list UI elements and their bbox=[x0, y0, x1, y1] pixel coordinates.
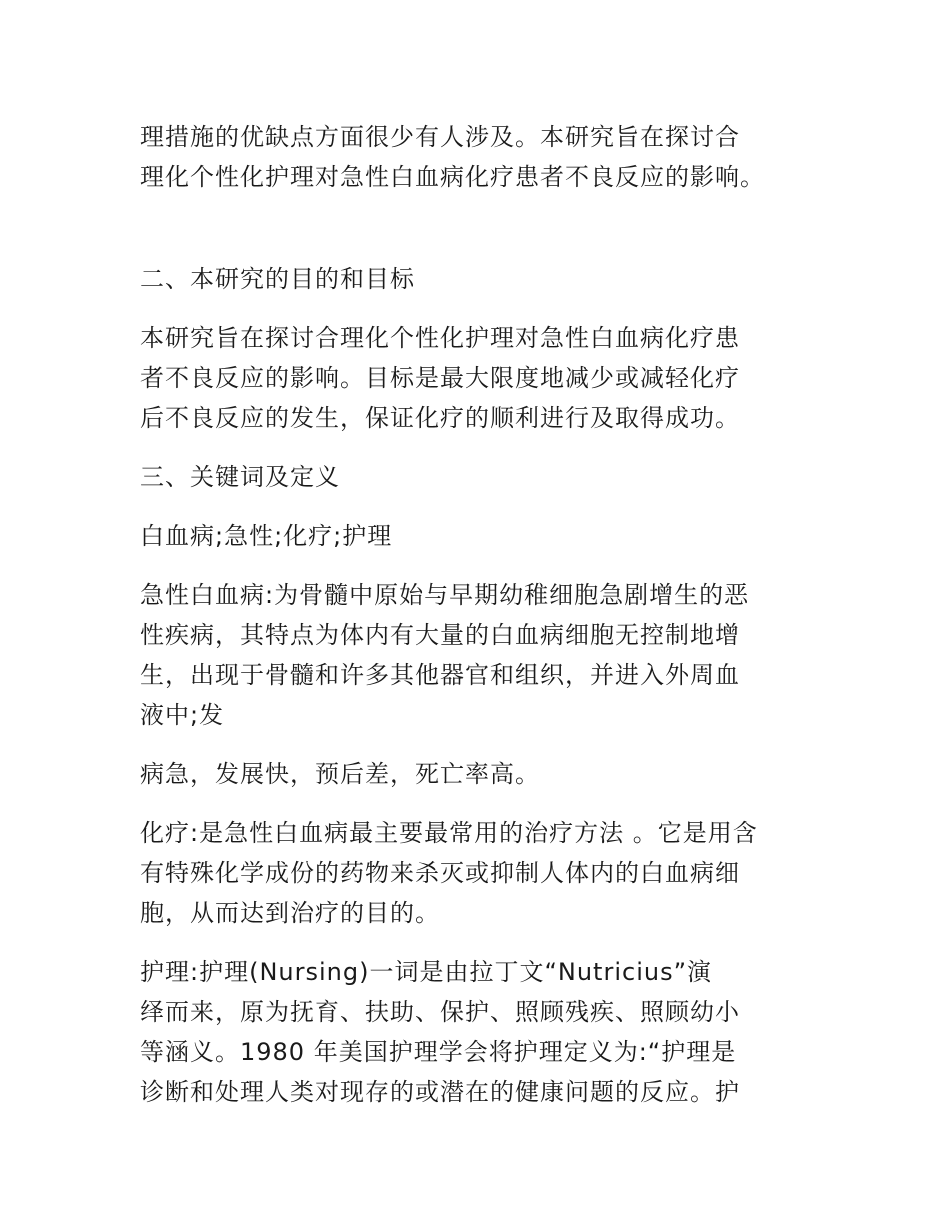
keywords-line: 白血病;急性;化疗;护理 bbox=[140, 522, 393, 550]
text-line: 本研究旨在探讨合理化个性化护理对急性白血病化疗患 bbox=[140, 324, 740, 352]
intro-paragraph bbox=[140, 117, 820, 197]
text-line: 性疾病，其特点为体内有大量的白血病细胞无控制地增 bbox=[140, 621, 740, 649]
section2-heading: 二、本研究的目的和目标 bbox=[140, 265, 415, 293]
text-line: 等涵义。1980 年美国护理学会将护理定义为:“护理是 bbox=[140, 1038, 737, 1066]
definition-nursing bbox=[140, 952, 820, 1112]
text-line: 急性白血病:为骨髓中原始与早期幼稚细胞急剧增生的恶 bbox=[140, 581, 750, 609]
text-line: 理措施的优缺点方面很少有人涉及。本研究旨在探讨合 bbox=[140, 123, 740, 151]
definition-acute-leukemia bbox=[140, 575, 820, 735]
text-line: 护理:护理(Nursing)一词是由拉丁文“Nutricius”演 bbox=[140, 958, 713, 986]
definition-chemotherapy bbox=[140, 813, 820, 933]
text-line: 生，出现于骨髓和许多其他器官和组织，并进入外周血 bbox=[140, 661, 740, 689]
text-line: 有特殊化学成份的药物来杀灭或抑制人体内的白血病细 bbox=[140, 859, 740, 887]
text-line: 诊断和处理人类对现存的或潜在的健康问题的反应。护 bbox=[140, 1078, 740, 1106]
text-line: 胞，从而达到治疗的目的。 bbox=[140, 899, 440, 927]
section2-paragraph bbox=[140, 318, 820, 438]
section3-heading: 三、关键词及定义 bbox=[140, 463, 340, 491]
text-line: 液中;发 bbox=[140, 701, 225, 729]
text-line: 绎而来，原为抚育、扶助、保护、照顾残疾、照顾幼小 bbox=[140, 998, 740, 1026]
text-line: 化疗:是急性白血病最主要最常用的治疗方法 。它是用含 bbox=[140, 819, 758, 847]
text-line: 理化个性化护理对急性白血病化疗患者不良反应的影响。 bbox=[140, 163, 765, 191]
definition-acute-leukemia-continued: 病急，发展快，预后差，死亡率高。 bbox=[140, 760, 540, 788]
document-page bbox=[140, 117, 820, 1112]
text-line: 者不良反应的影响。目标是最大限度地减少或减轻化疗 bbox=[140, 364, 740, 392]
text-line: 后不良反应的发生，保证化疗的顺利进行及取得成功。 bbox=[140, 404, 740, 432]
